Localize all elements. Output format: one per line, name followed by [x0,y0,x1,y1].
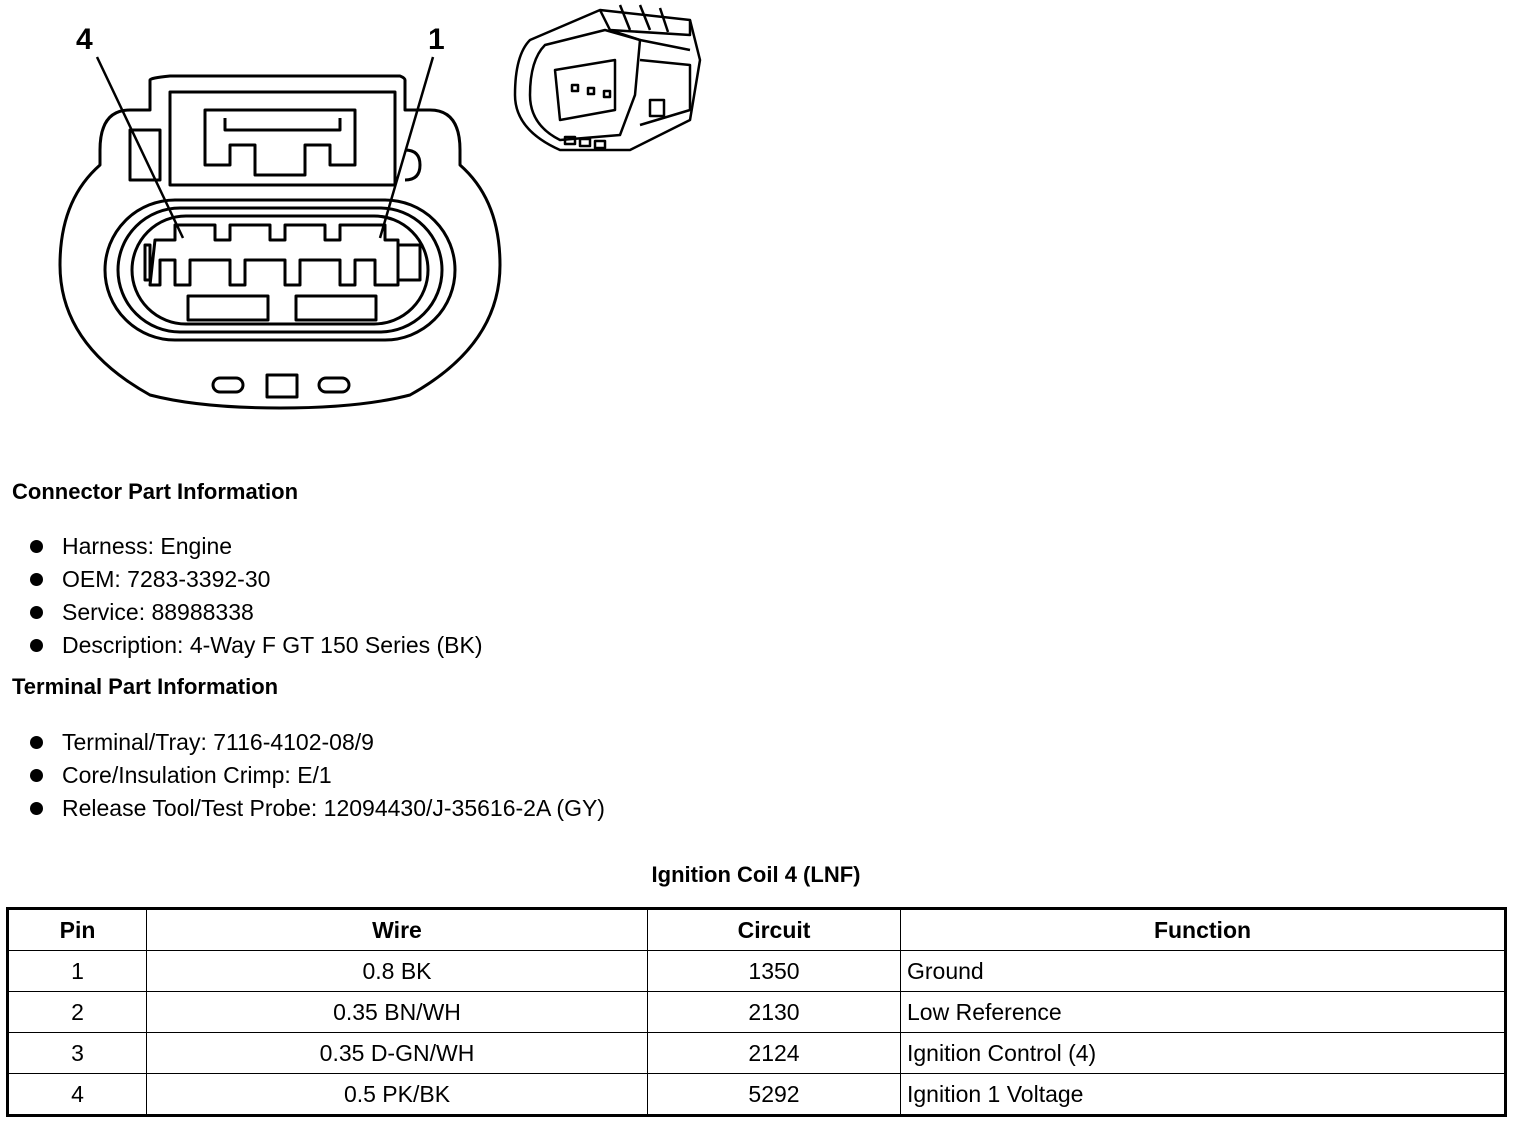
pin-1-label: 1 [428,23,445,56]
table-row [8,1033,1506,1074]
terminal-cavities [150,225,398,285]
terminal-info-list [28,726,605,825]
list-item: Release Tool/Test Probe: 12094430/J-35616-2A (GY) [28,792,605,825]
bullet-icon [30,736,43,749]
cell-function: Ignition 1 Voltage [901,1074,1506,1116]
pinout-table [6,907,1507,1117]
cell-function: Ignition Control (4) [901,1033,1506,1074]
column-header-pin: Pin [8,909,147,951]
list-item: Core/Insulation Crimp: E/1 [28,759,605,792]
table-row [8,1074,1506,1116]
connector-isometric-view [515,5,700,150]
cell-wire: 0.8 BK [147,951,648,992]
column-header-wire: Wire [147,909,648,951]
cell-pin: 3 [8,1033,147,1074]
cell-circuit: 2130 [648,992,901,1033]
list-item: OEM: 7283-3392-30 [28,563,483,596]
connector-info-list [28,530,483,662]
table-title: Ignition Coil 4 (LNF) [651,862,861,887]
connector-info-heading: Connector Part Information [12,479,299,504]
bullet-icon [30,573,43,586]
key-slot-left [213,378,243,392]
column-header-function: Function [901,909,1506,951]
bullet-icon [30,769,43,782]
cell-circuit: 1350 [648,951,901,992]
bullet-icon [30,606,43,619]
pin-4-label: 4 [76,23,93,56]
bullet-icon [30,639,43,652]
cell-function: Low Reference [901,992,1506,1033]
cell-wire: 0.5 PK/BK [147,1074,648,1116]
cell-function: Ground [901,951,1506,992]
table-row [8,992,1506,1033]
cell-pin: 1 [8,951,147,992]
cell-circuit: 5292 [648,1074,901,1116]
key-slot-center [267,375,297,397]
key-slot-right [319,378,349,392]
table-row [8,951,1506,992]
terminal-info-heading: Terminal Part Information [12,674,279,699]
bullet-icon [30,802,43,815]
column-header-circuit: Circuit [648,909,901,951]
cell-circuit: 2124 [648,1033,901,1074]
list-item: Description: 4-Way F GT 150 Series (BK) [28,629,483,662]
cell-wire: 0.35 BN/WH [147,992,648,1033]
cell-pin: 4 [8,1074,147,1116]
bullet-icon [30,540,43,553]
connector-outer-ring [105,200,455,340]
cell-wire: 0.35 D-GN/WH [147,1033,648,1074]
list-item: Terminal/Tray: 7116-4102-08/9 [28,726,605,759]
cell-pin: 2 [8,992,147,1033]
list-item: Service: 88988338 [28,596,483,629]
connector-face-diagram [0,0,1520,440]
table-header-row [8,909,1506,951]
list-item: Harness: Engine [28,530,483,563]
